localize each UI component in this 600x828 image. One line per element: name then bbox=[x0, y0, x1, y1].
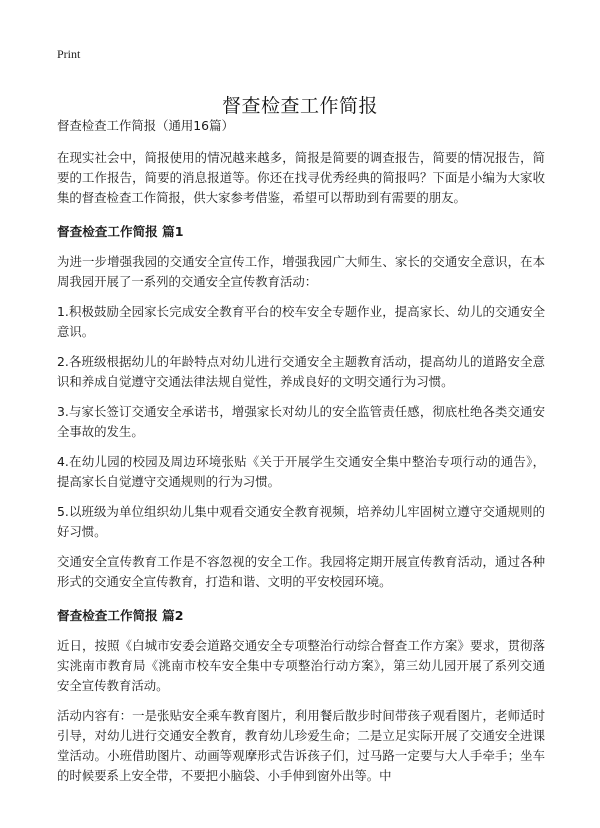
section-1 bbox=[57, 222, 545, 592]
paragraph: 1.积极鼓励全园家长完成安全教育平台的校车安全专题作业，提高家长、幼儿的交通安全意识。 bbox=[57, 304, 545, 339]
section-heading: 督查检查工作简报 篇1 bbox=[57, 224, 184, 239]
section-2 bbox=[57, 606, 545, 786]
paragraph: 2.各班级根据幼儿的年龄特点对幼儿进行交通安全主题教育活动，提高幼儿的道路安全意识和养成自觉遵守交通法律法规自觉性，养成良好的文明交通行为习惯。 bbox=[57, 354, 545, 389]
paragraph: 5.以班级为单位组织幼儿集中观看交通安全教育视频，培养幼儿牢固树立遵守交通规则的好习惯。 bbox=[57, 504, 545, 539]
paragraph: 为进一步增强我园的交通安全宣传工作，增强我园广大师生、家长的交通安全意识，在本周我园开展了一系列的交通安全宣传教育活动： bbox=[57, 254, 545, 289]
paragraph: 3.与家长签订交通安全承诺书，增强家长对幼儿的安全监管责任感，彻底杜绝各类交通安全事故的发生。 bbox=[57, 404, 545, 439]
print-link[interactable]: Print bbox=[57, 47, 81, 61]
intro-paragraph: 在现实社会中，简报使用的情况越来越多，简报是简要的调查报告，简要的情况报告，简要的工作报告，简要的消息报道等。你还在找寻优秀经典的简报吗？下面是小编为大家收集的督查检查工作简报，供大家参考借鉴，希望可以帮助到有需要的朋友。 bbox=[57, 150, 545, 205]
paragraph: 近日，按照《白城市安委会道路交通安全专项整治行动综合督查工作方案》要求，贯彻落实洮南市教育局《洮南市校车安全集中专项整治行动方案》，第三幼儿园开展了系列交通安全宣传教育活动。 bbox=[57, 638, 545, 693]
paragraph: 交通安全宣传教育工作是不容忽视的安全工作。我园将定期开展宣传教育活动，通过各种形式的交通安全宣传教育，打造和谐、文明的平安校园环境。 bbox=[57, 554, 545, 589]
document-body bbox=[57, 116, 545, 796]
section-heading: 督查检查工作简报 篇2 bbox=[57, 608, 184, 623]
paragraph: 活动内容有：一是张贴安全乘车教育图片，利用餐后散步时间带孩子观看图片，老师适时引导，对幼儿进行交通安全教育，教育幼儿珍爱生命；二是立足实际开展了交通安全进课堂活动。小班借助图片、动画等观摩形式告诉孩子们，过马路一定要与大人手牵手；坐车的时候要系上安全带，不要把小脑袋、小手伸到窗外出等。中 bbox=[57, 708, 545, 783]
page-title: 督查检查工作简报 bbox=[221, 94, 378, 117]
paragraph: 4.在幼儿园的校园及周边环境张贴《关于开展学生交通安全集中整治专项行动的通告》，提高家长自觉遵守交通规则的行为习惯。 bbox=[57, 454, 545, 489]
document-subtitle: 督查检查工作简报（通用16篇） bbox=[57, 118, 234, 133]
